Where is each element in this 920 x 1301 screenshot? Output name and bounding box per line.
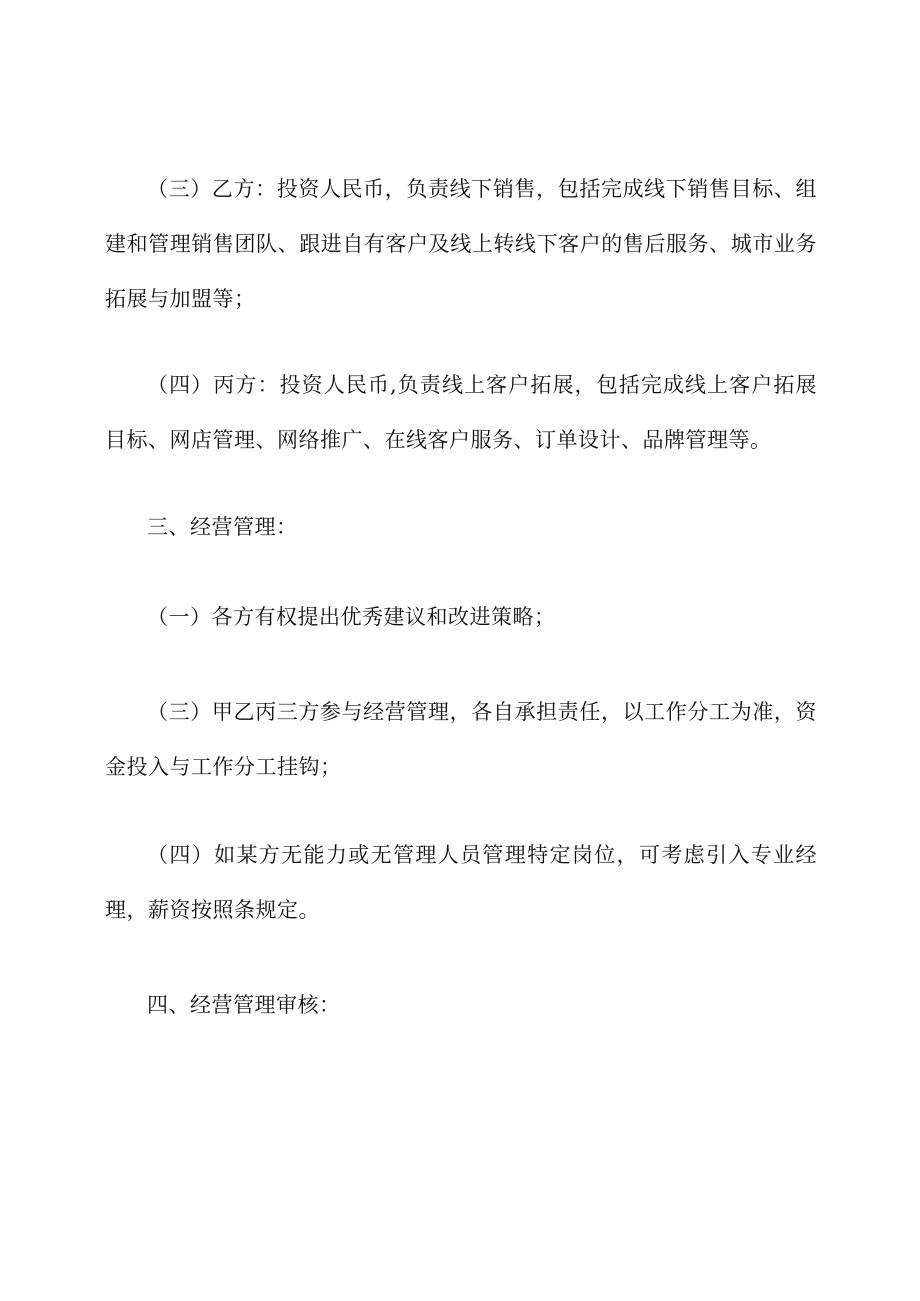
section-heading-operations-management: 三、经营管理： (147, 515, 298, 539)
section-heading-management-review: 四、经营管理审核： (147, 993, 341, 1017)
paragraph-three-parties-participation: （三）甲乙丙三方参与经营管理，各自承担责任，以工作分工为准，资金投入与工作分工挂钩； (105, 700, 817, 779)
paragraph-party-b-duties: （三）乙方：投资人民币，负责线下销售，包括完成线下销售目标、组建和管理销售团队、跟进自有客户及线上转线下客户的售后服务、城市业务拓展与加盟等； (105, 177, 817, 311)
paragraph-suggestions-right: （一）各方有权提出优秀建议和改进策略； (147, 605, 556, 629)
paragraph-professional-manager: （四）如某方无能力或无管理人员管理特定岗位，可考虑引入专业经理，薪资按照条规定。 (105, 843, 817, 922)
paragraph-party-c-duties: （四）丙方：投资人民币,负责线上客户拓展，包括完成线上客户拓展目标、网店管理、网络推广、在线客户服务、订单设计、品牌管理等。 (105, 373, 817, 452)
